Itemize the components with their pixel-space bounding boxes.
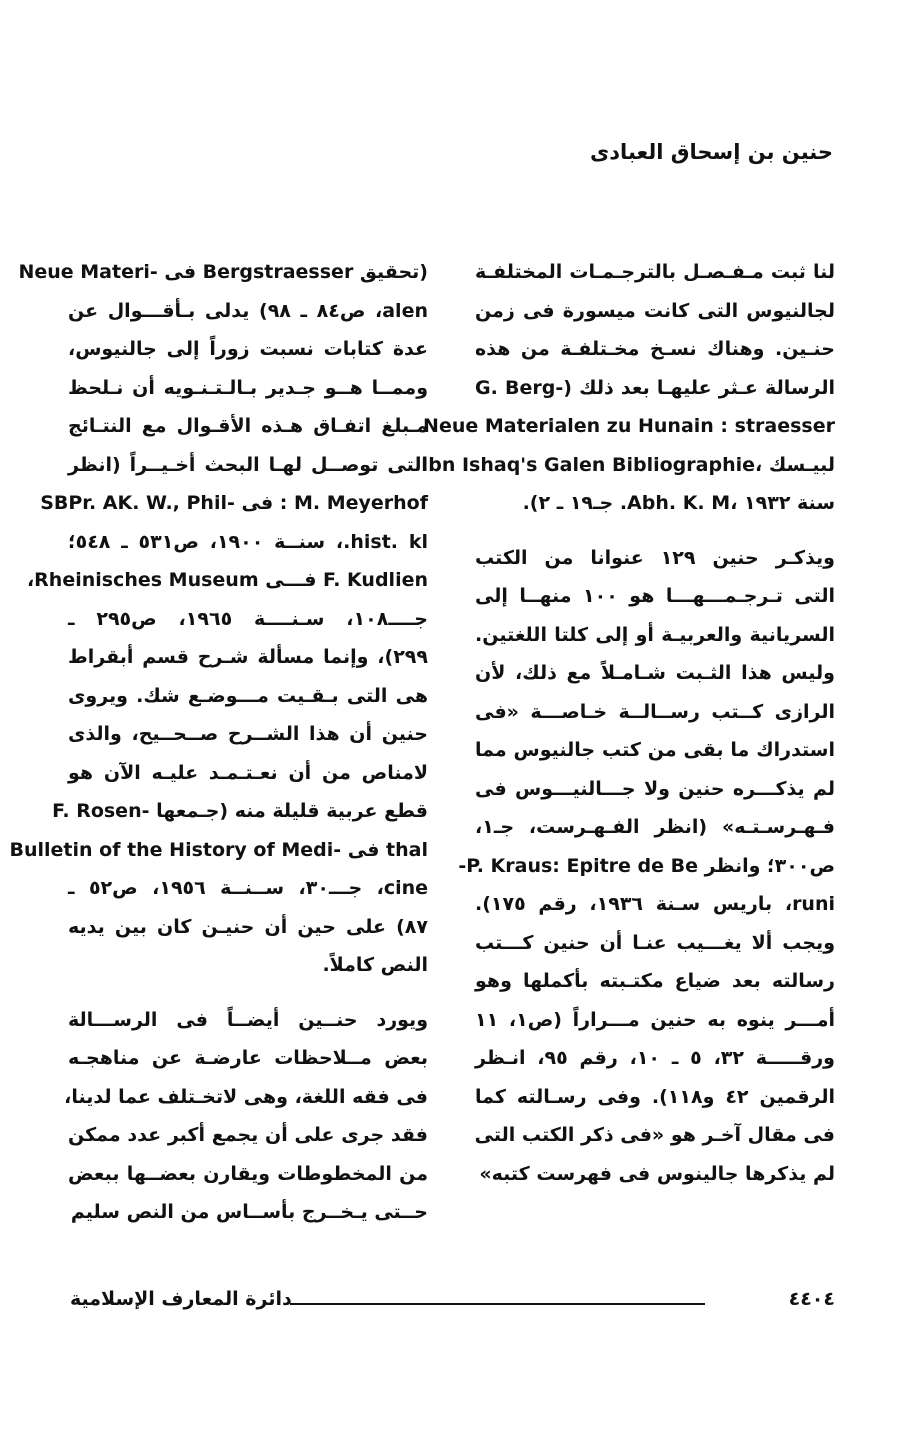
text-line: لم يذكرها جالينوس فى فهرست كتبه» [479,1162,835,1185]
paragraph [458,539,835,1194]
paragraph [9,253,429,985]
text-line: فـهـرسـتـه» (انظر الفـهـرست، جـ١، [475,816,835,838]
text-line: الرازى كــتب رســالــة خـاصـــة «فى [475,700,835,723]
text-line: hist. kl.، سنــة ١٩٠٠، ص٥٣١ ـ ٥٤٨؛ [68,530,428,553]
text-line: هى التى بـقـيت مـــوضـع شك. ويروى [68,684,428,707]
text-line: ويجب ألا يغـــيب عنـا أن حنين كـــتب [475,931,835,954]
text-line: عدة كتابات نسبت زوراً إلى جالنيوس، [68,338,428,360]
text-line: بعض مــلاحظات عارضـة عن مناهجـه [68,1047,428,1069]
text-line: ويورد حنــين أيضــاً فى الرســـالة [68,1008,428,1031]
text-line: التى توصــل لهـا البحث أخـيــراً (انظر [68,453,428,476]
left-column [9,253,429,1232]
text-line: وليس هذا الثـبت شـامـلاً مع ذلك، لأن [475,662,835,684]
footer-title: دائرة المعارف الإسلامية [70,1288,292,1310]
page-footer [70,1288,835,1318]
text-line: مـبلغ اتفـاق هـذه الأقـوال مع النتـائج [68,415,428,437]
text-line: الرسالة عـثر عليهـا بعد ذلك (-G. Berg [475,376,835,399]
right-column [421,253,835,1193]
text-line: من المخطوطات ويقارن بعضــها ببعض [68,1162,428,1185]
text-line: لبيـسك ،Ibn Ishaq's Galen Bibliographie [421,453,835,476]
paragraph [64,1001,428,1232]
text-line: لامناص من أن نعـتـمـد عليـه الآن هو [68,761,428,784]
text-line: التى تـرجـمـــهـــا هو ١٠٠ منهــا إلى [475,585,835,607]
text-line: حــتى يـخــرج بأســاس من النص سليم [70,1201,428,1223]
text-line: Neue Materialen zu Hunain : straesser [423,415,835,437]
text-line: حنـين. وهناك نسـخ مخـتلفـة من هذه [475,338,835,360]
text-line: F. Kudlien فـــى Rheinisches Museum، [26,569,428,591]
text-line: ٢٩٩)، وإنما مسألة شـرح قسم أبقراط [68,646,428,668]
text-line: فى مقال آخـر هو «فى ذكر الكتب التى [474,1124,835,1146]
text-line: استدراك ما بقى من كتب جالنيوس مما [475,739,835,761]
text-line: ص٣٠٠؛ وانظر P. Kraus: Epitre de Be- [458,854,835,877]
text-line: لجالنيوس التى كانت ميسورة فى زمن [475,299,835,322]
text-line: الرقمين ٤٢ و١١٨). وفى رسـالته كما [475,1085,835,1108]
text-line: جــــ١٠٨، سـنــــة ١٩٦٥، ص٢٩٥ ـ [68,607,428,630]
text-line: سنة ١٩٣٢ ،Abh. K. M. جـ١٩ ـ ٢). [522,492,835,514]
paragraph [421,253,835,523]
text-line: thal فى -Bulletin of the History of Medi [9,838,428,861]
text-line: M. Meyerhof : فى -SBPr. AK. W., Phil [40,492,428,514]
text-line: رسالته بعد ضياع مكتـبته بأكملها وهو [475,970,835,992]
text-line: runi، باريس سـنة ١٩٣٦، رقم ١٧٥). [475,893,835,915]
text-line: ٨٧) على حين أن حنيـن كان بين يديه [68,915,428,938]
text-line: ورقـــــة ٣٢، ٥ ـ ١٠، رقم ٩٥، انـظر [475,1047,835,1069]
text-line: لم يذكـــره حنين ولا جـــالنيـــوس فى [475,777,835,800]
text-line: أمـــر ينوه به حنين مـــراراً (ص١، ١١ [475,1008,835,1031]
text-line: فى فقه اللغة، وهى لاتخـتلف عما لدينا، [64,1085,428,1108]
page-number: ٤٤٠٤ [788,1288,835,1310]
text-line: النص كاملاً. [322,954,428,976]
text-line: حنين أن هذا الشــرح صــحــيح، والذى [68,723,428,745]
text-line: ويذكـر حنين ١٢٩ عنوانا من الكتب [475,546,835,569]
footer-rule [290,1303,705,1305]
text-line: فقد جرى على أن يجمع أكبر عدد ممكن [68,1124,428,1146]
text-line: (تحقيق Bergstraesser فى -Neue Materi [18,261,428,283]
text-line: قطع عربية قليلة منه (جـمعها -F. Rosen [52,800,428,822]
text-line: وممــا هــو جـدير بـالـتـنـويه أن نـلحظ [68,376,428,399]
text-line: لنا ثبت مـفـصـل بالترجـمـات المختلفـة [475,261,835,283]
running-head: حنين بن إسحاق العبادى [590,140,833,164]
text-line: السريانية والعربيـة أو إلى كلتا اللغتين. [475,623,835,646]
text-line: alen، ص٨٤ ـ ٩٨) يدلى بـأقـــوال عن [68,299,428,322]
text-line: cine، جـــ٣٠، ســنــة ١٩٥٦، ص٥٢ ـ [68,877,429,899]
